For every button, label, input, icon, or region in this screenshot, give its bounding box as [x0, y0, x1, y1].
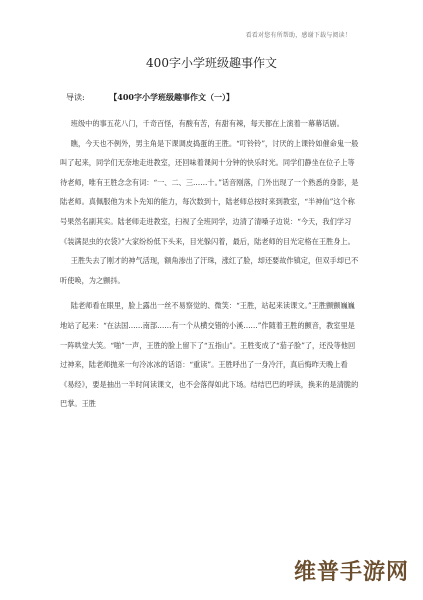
- page-title: 400字小学班级趣事作文: [146, 56, 277, 70]
- paragraph-2: 瞧，今天也不例外，男主角是下课调皮捣蛋的王胜。“叮铃铃”，讨厌的上课铃如催命鬼一般叫了起来，同学们无奈地走进教室，还回味着课间十分钟的快乐时光。同学们静坐在位子上等待老师，唯有王胜念念有词：“一、二、三……十。”话音刚落，门外出现了一个熟悉的身影，是陆老师。真佩服他为未卜先知的能力，每次数到十，陆老师总按时来到教室，“半神仙”这个称号果然名副其实。陆老师走进教室，扫视了全班同学，边清了清嗓子边说：“今天，我们学习《装满昆虫的衣袋》”大家纷纷低下头来，目光躲闪着，最后，陆老师的目光定格在王胜身上。: [60, 138, 359, 246]
- guide-label: 导读:: [66, 93, 85, 102]
- paragraph-1: 班级中的事五花八门，千奇百怪，有酸有苦，有甜有辣，每天都在上演着一幕幕话剧。: [70, 119, 344, 128]
- paragraph-3: 王胜失去了刚才的神气活现，额角渗出了汗珠，涨红了脸，却还要故作镇定，但双手却已不听使唤，为之颤抖。: [60, 256, 359, 285]
- guide-line: [66, 92, 234, 103]
- paragraph-4: 陆老师看在眼里，脸上露出一丝不易察觉的、微笑：“王胜，站起来读课文。”王胜颤颤巍巍地站了起来：“在法国……南部……有一个从横交错的小溪……”作随着王胜的颤音，教室里是一阵哄堂大笑。“啪”一声，王胜的脸上留下了“五指山”。王胜变成了“茄子脸”了，还没等他回过神来，陆老师抛来一句冷冰冰的话语：“重读”。王胜呼出了一身冷汗，真后悔昨天晚上看《易经》，要是抽出一半时间读课文，也不会落得如此下场。结结巴巴的呼读，换来的是清脆的巴掌。王胜: [60, 301, 359, 409]
- header-note: 看看对您有所帮助，感谢下载与阅读！: [245, 32, 351, 39]
- guide-tag: 【400字小学班级趣事作文（一）】: [109, 92, 234, 102]
- article-body: [60, 114, 360, 414]
- watermark-logo: 维普手游网: [293, 560, 409, 585]
